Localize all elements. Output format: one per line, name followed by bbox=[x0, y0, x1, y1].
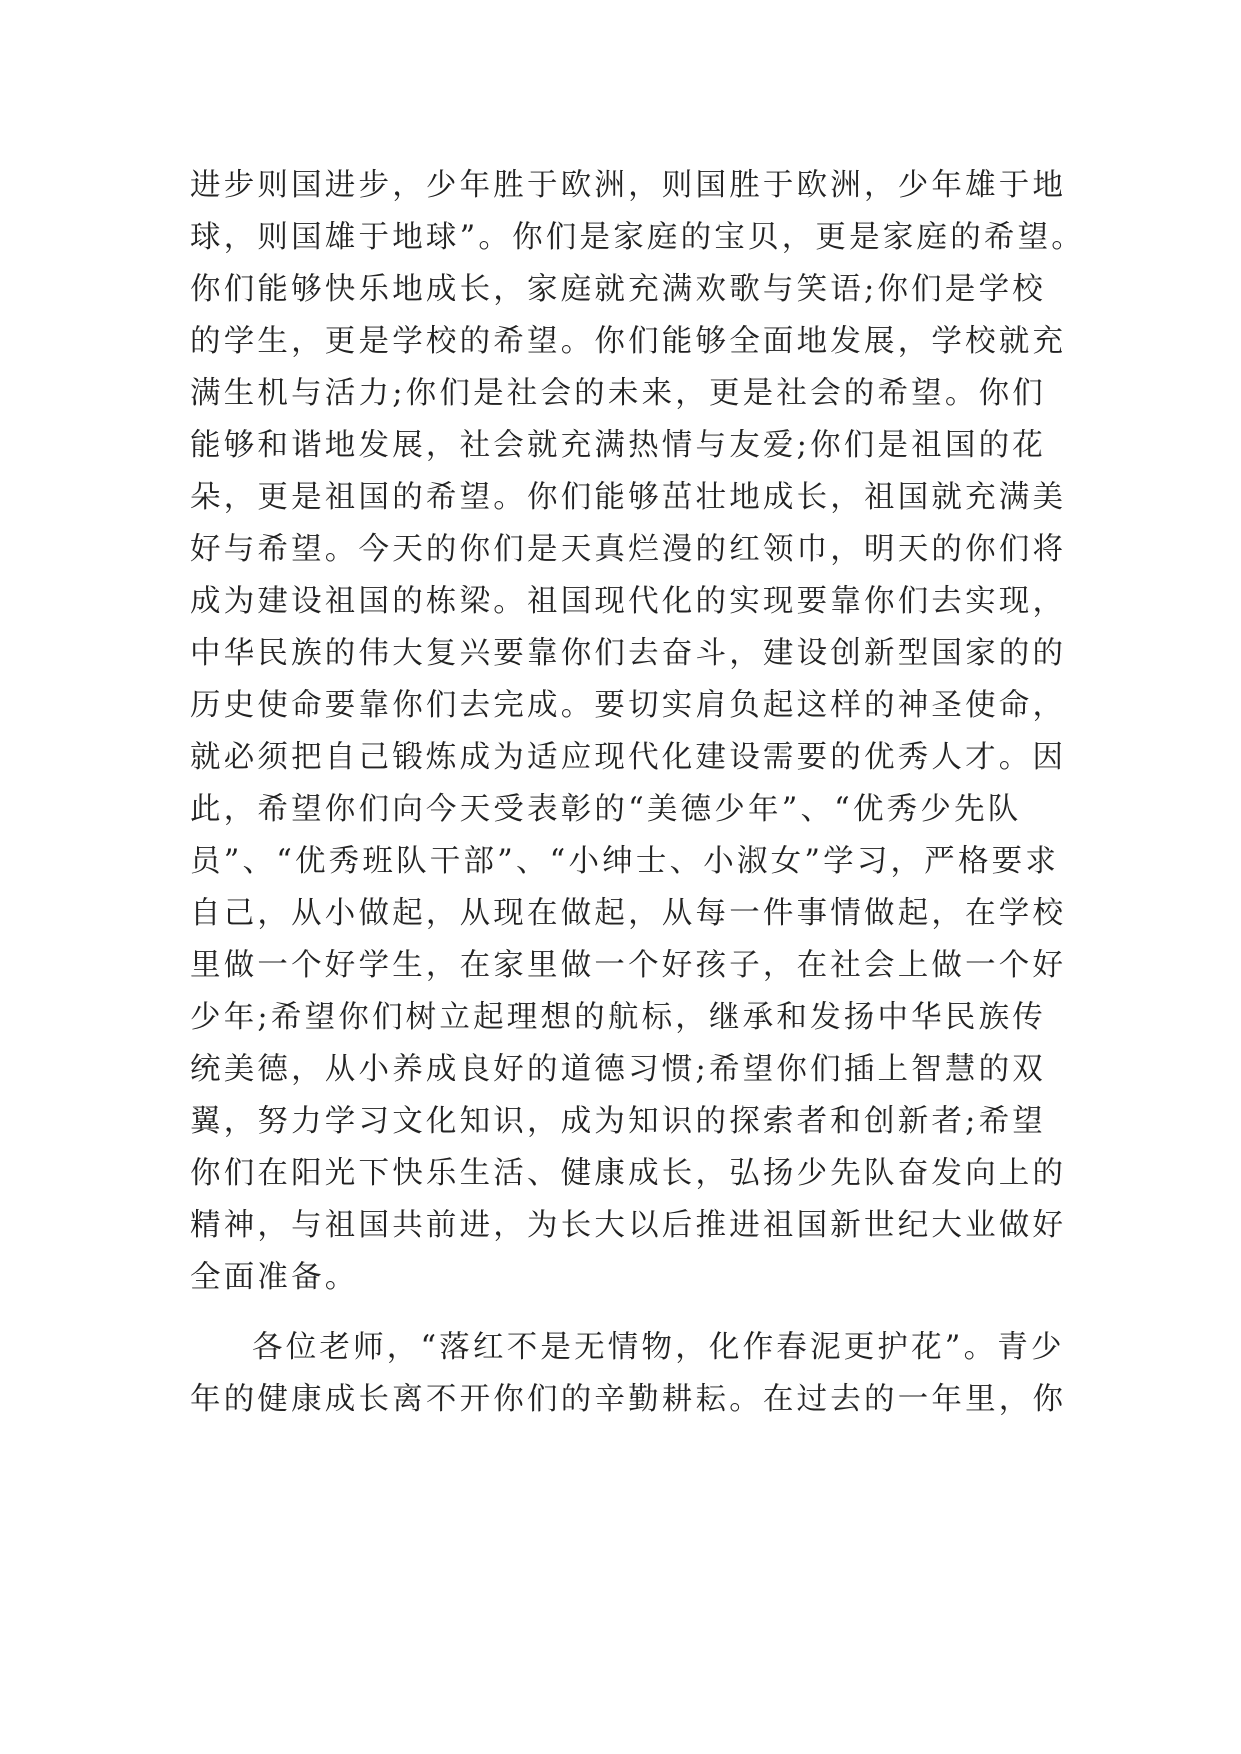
text-line: 你们能够快乐地成长，家庭就充满欢歌与笑语;你们是学校 bbox=[190, 272, 1046, 307]
text-line: 历史使命要靠你们去完成。要切实肩负起这样的神圣使命， bbox=[190, 688, 1067, 723]
text-line: 里做一个好学生，在家里做一个好孩子，在社会上做一个好 bbox=[190, 948, 1067, 983]
text-line: 自己，从小做起，从现在做起，从每一件事情做起，在学校 bbox=[190, 896, 1067, 931]
text-line: 进步则国进步，少年胜于欧洲，则国胜于欧洲，少年雄于地 bbox=[190, 168, 1067, 203]
text-line: 好与希望。今天的你们是天真烂漫的红领巾，明天的你们将 bbox=[190, 532, 1067, 567]
text-line: 满生机与活力;你们是社会的未来，更是社会的希望。你们 bbox=[190, 376, 1046, 411]
text-line: 年的健康成长离不开你们的辛勤耕耘。在过去的一年里，你 bbox=[190, 1382, 1067, 1417]
text-line: 中华民族的伟大复兴要靠你们去奋斗，建设创新型国家的的 bbox=[190, 636, 1067, 671]
paragraph-2 bbox=[190, 1322, 1070, 1426]
text-line: 球，则国雄于地球”。你们是家庭的宝贝，更是家庭的希望。 bbox=[190, 220, 1085, 255]
text-line: 精神，与祖国共前进，为长大以后推进祖国新世纪大业做好 bbox=[190, 1208, 1067, 1243]
text-line: 全面准备。 bbox=[190, 1260, 359, 1295]
text-line: 员”、“优秀班队干部”、“小绅士、小淑女”学习，严格要求 bbox=[190, 844, 1060, 879]
text-line: 少年;希望你们树立起理想的航标，继承和发扬中华民族传 bbox=[190, 1000, 1046, 1035]
text-line: 统美德，从小养成良好的道德习惯;希望你们插上智慧的双 bbox=[190, 1052, 1046, 1087]
text-line: 朵，更是祖国的希望。你们能够茁壮地成长，祖国就充满美 bbox=[190, 480, 1067, 515]
text-line: 你们在阳光下快乐生活、健康成长，弘扬少先队奋发向上的 bbox=[190, 1156, 1067, 1191]
text-line: 各位老师，“落红不是无情物，化作春泥更护花”。青少 bbox=[252, 1330, 1065, 1365]
text-line: 成为建设祖国的栋梁。祖国现代化的实现要靠你们去实现， bbox=[190, 584, 1067, 619]
text-line: 就必须把自己锻炼成为适应现代化建设需要的优秀人才。因 bbox=[190, 740, 1067, 775]
paragraph-1 bbox=[190, 160, 1085, 1304]
text-line: 能够和谐地发展，社会就充满热情与友爱;你们是祖国的花 bbox=[190, 428, 1046, 463]
document-body bbox=[190, 160, 1085, 1426]
text-line: 的学生，更是学校的希望。你们能够全面地发展，学校就充 bbox=[190, 324, 1067, 359]
text-line: 翼，努力学习文化知识，成为知识的探索者和创新者;希望 bbox=[190, 1104, 1046, 1139]
text-line: 此，希望你们向今天受表彰的“美德少年”、“优秀少先队 bbox=[190, 792, 1022, 827]
